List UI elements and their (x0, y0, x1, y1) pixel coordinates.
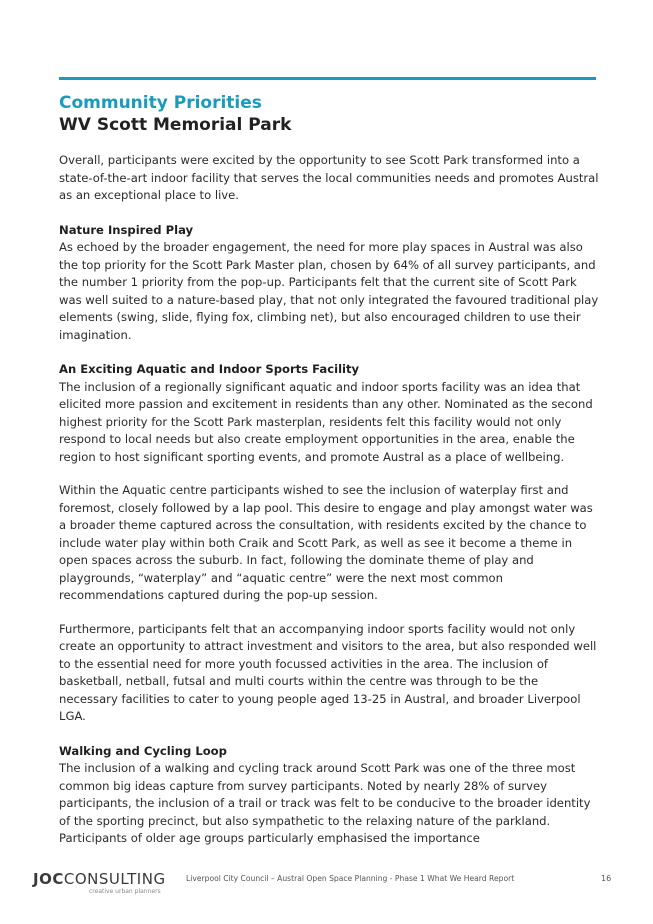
logo-bold-text: JOC (33, 870, 64, 888)
page-subtitle: WV Scott Memorial Park (59, 115, 292, 135)
header-rule (59, 77, 596, 80)
section-heading-nature-play: Nature Inspired Play (59, 222, 194, 237)
page-footer (0, 870, 653, 900)
aquatic-paragraph-2: Within the Aquatic centre participants wished to see the inclusion of waterplay first and foremost, closely followed by a lap pool. This desire to engage and play amongst water was a broader theme captured across the consultation, with residents excited by the chance to include water play within both Craik and Scott Park, as well as see it become a theme in open spaces across the suburb. In fact, following the dominate theme of play and playgrounds, “waterplay” and “aquatic centre” were the next most common recommendations captured during the pop-up session. (59, 483, 593, 602)
aquatic-paragraph-3: Furthermore, participants felt that an accompanying indoor sports facility would not only create an opportunity to attract investment and visitors to the area, but also responded well to the essential need for more youth focussed activities in the area. The inclusion of basketball, netball, futsal and multi courts within the centre was through to be the necessary facilities to cater to young people aged 13-25 in Austral, and broader Liverpool LGA. (59, 621, 597, 723)
walking-cycling-paragraph: The inclusion of a walking and cycling track around Scott Park was one of the three most common big ideas capture from survey participants. Noted by nearly 28% of survey participants, the inclusion of a trail or track was felt to be conducive to the broader identity of the sporting precinct, but also sympathetic to the relaxing nature of the parkland. Participants of older age groups particularly emphasised the importance (59, 761, 591, 845)
nature-play-paragraph: As echoed by the broader engagement, the need for more play spaces in Austral was also the top priority for the Scott Park Master plan, chosen by 64% of all survey participants, and the number 1 priority from the pop-up. Participants felt that the current site of Scott Park was well suited to a nature-based play, that not only integrated the favoured traditional play elements (swing, slide, flying fox, climbing net), but also encouraged children to use their imagination. (59, 240, 599, 342)
logo-tagline: creative urban planners (89, 888, 161, 895)
logo-light-text: CONSULTING (63, 870, 166, 888)
page-title: Community Priorities (59, 93, 262, 113)
joc-consulting-logo (33, 870, 166, 896)
page-number: 16 (601, 874, 612, 883)
page-content (59, 92, 599, 848)
section-heading-walking-cycling: Walking and Cycling Loop (59, 743, 227, 758)
section-heading-aquatic-facility: An Exciting Aquatic and Indoor Sports Facility (59, 362, 360, 376)
aquatic-paragraph-1: The inclusion of a regionally significant aquatic and indoor sports facility was an idea that elicited more passion and excitement in residents than any other. Nominated as the second highest priority for the Scott Park masterplan, residents felt this facility would not only respond to local needs but also create employment opportunities in the area, enable the region to host significant sporting events, and promote Austral as a place of wellbeing. (59, 379, 593, 464)
intro-paragraph: Overall, participants were excited by the opportunity to see Scott Park transformed into a state-of-the-art indoor facility that serves the local communities needs and promotes Austral as an exceptional place to live. (59, 153, 599, 202)
footer-document-title: Liverpool City Council – Austral Open Space Planning - Phase 1 What We Heard Report (186, 874, 515, 883)
